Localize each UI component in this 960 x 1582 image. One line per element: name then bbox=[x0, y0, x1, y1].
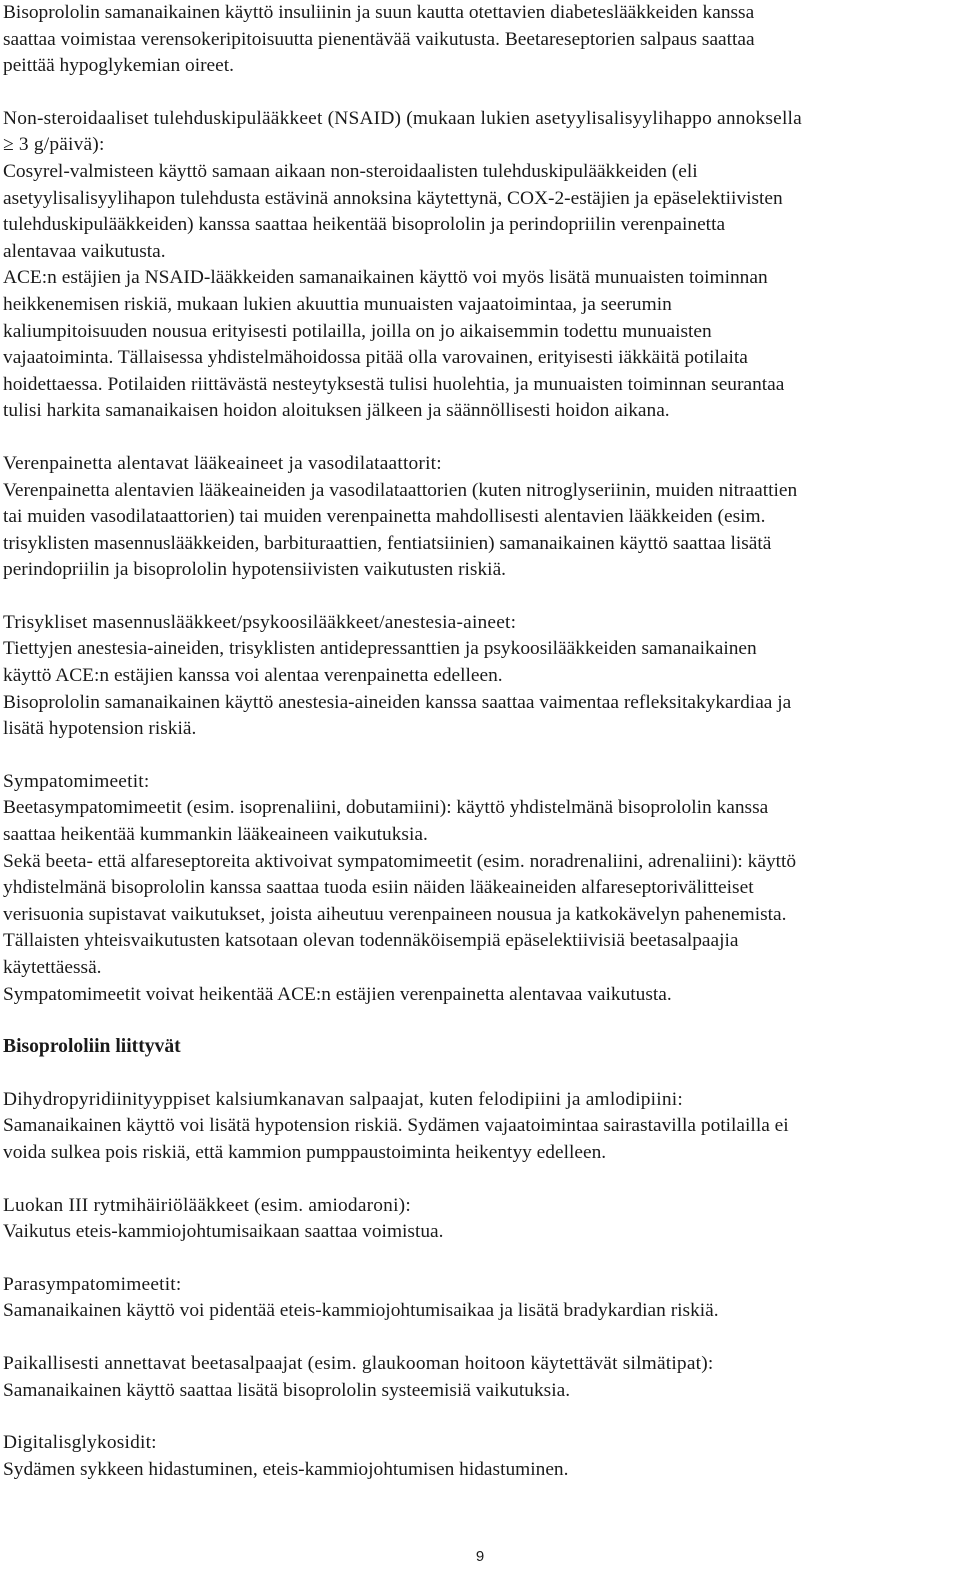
text-line: saattaa heikentää kummankin lääkeaineen vaikutuksia. bbox=[3, 824, 428, 846]
heading-topical-beta-blockers bbox=[3, 1351, 953, 1378]
heading-calcium-channel-blockers bbox=[3, 1087, 953, 1114]
paragraph-topical-beta-blockers bbox=[3, 1378, 953, 1405]
text-line: Paikallisesti annettavat beetasalpaajat (esim. glaukooman hoitoon käytettävät silmätipat): bbox=[3, 1352, 714, 1374]
text-line: Dihydropyridiinityyppiset kalsiumkanavan salpaajat, kuten felodipiini ja amlodipiini: bbox=[3, 1088, 683, 1110]
paragraph-digitalis bbox=[3, 1457, 953, 1484]
text-line: Digitalisglykosidit: bbox=[3, 1432, 157, 1454]
text-line: Verenpainetta alentavat lääkeaineet ja vasodilataattorit: bbox=[3, 452, 442, 474]
heading-nsaid bbox=[3, 106, 953, 159]
paragraph-tricyclics bbox=[3, 636, 953, 742]
text-line: Sympatomimeetit voivat heikentää ACE:n estäjien verenpainetta alentavaa vaikutusta. bbox=[3, 983, 672, 1005]
text-line: Tällaisten yhteisvaikutusten katsotaan olevan todennäköisempiä epäselektiivisiä beetasalpaajia bbox=[3, 930, 739, 952]
text-line: ACE:n estäjien ja NSAID-lääkkeiden samanaikainen käyttö voi myös lisätä munuaisten toiminnan bbox=[3, 267, 768, 289]
page-number: 9 bbox=[475, 1548, 485, 1565]
text-line: lisätä hypotension riskiä. bbox=[3, 718, 197, 740]
section-title-bisoprolol bbox=[3, 1034, 953, 1061]
text-line: Samanaikainen käyttö voi lisätä hypotension riskiä. Sydämen vajaatoimintaa sairastavilla potilailla ei bbox=[3, 1115, 789, 1137]
text-line: tai muiden vasodilataattorien) tai muiden verenpainetta mahdollisesti alentavien lääkkeiden (esim. bbox=[3, 506, 766, 528]
text-line: käytettäessä. bbox=[3, 957, 102, 978]
text-line: tulehduskipulääkkeiden) kanssa saattaa heikentää bisoprololin ja perindopriilin verenpainetta bbox=[3, 214, 726, 236]
paragraph-insulin bbox=[3, 0, 953, 80]
heading-parasympathomimetics bbox=[3, 1272, 953, 1299]
text-line: heikkenemisen riskiä, mukaan lukien akuuttia munuaisten vajaatoimintaa, ja seerumin bbox=[3, 293, 672, 315]
text-line: Bisoprololiin liittyvät bbox=[3, 1036, 181, 1058]
paragraph-nsaid bbox=[3, 159, 953, 425]
text-line: Samanaikainen käyttö saattaa lisätä bisoprololin systeemisiä vaikutuksia. bbox=[3, 1379, 571, 1401]
text-line: Sympatomimeetit: bbox=[3, 770, 150, 792]
text-line: trisyklisten masennuslääkkeiden, barbituraattien, fentiatsiinien) samanaikainen käyttö saattaa lisätä bbox=[3, 532, 772, 554]
text-line: Vaikutus eteis-kammiojohtumisaikaan saattaa voimistua. bbox=[3, 1221, 444, 1243]
text-line: perindopriilin ja bisoprololin hypotensiivisten vaikutusten riskiä. bbox=[3, 559, 507, 581]
text-line: Trisykliset masennuslääkkeet/psykoosilääkkeet/anestesia-aineet: bbox=[3, 611, 517, 633]
text-line: Sydämen sykkeen hidastuminen, eteis-kammiojohtumisen hidastuminen. bbox=[3, 1458, 569, 1480]
text-line: käyttö ACE:n estäjien kanssa voi alentaa verenpainetta edelleen. bbox=[3, 665, 503, 687]
text-line: asetyylisalisyylihapon tulehdusta estävinä annoksina käytettynä, COX-2-estäjien ja epäselektiivisten bbox=[3, 187, 783, 209]
text-line: Parasympatomimeetit: bbox=[3, 1273, 182, 1295]
heading-class-iii-antiarrhythmics bbox=[3, 1193, 953, 1220]
text-line: Luokan III rytmihäiriölääkkeet (esim. amiodaroni): bbox=[3, 1194, 411, 1216]
text-line: Bisoprololin samanaikainen käyttö anestesia-aineiden kanssa saattaa vaimentaa refleksitakykardiaa ja bbox=[3, 691, 792, 713]
text-line: kaliumpitoisuuden nousua erityisesti potilailla, joilla on jo aikaisemmin todettu munuaisten bbox=[3, 320, 712, 342]
text-line: alentavaa vaikutusta. bbox=[3, 240, 166, 262]
text-line: ≥ 3 g/päivä): bbox=[3, 134, 105, 156]
text-line: peittää hypoglykemian oireet. bbox=[3, 55, 234, 77]
text-line: vajaatoiminta. Tällaisessa yhdistelmähoidossa pitää olla varovainen, erityisesti iäkkäitä potilaita bbox=[3, 347, 748, 369]
heading-antihypertensives bbox=[3, 451, 953, 478]
text-line: voida sulkea pois riskiä, että kammion pumppaustoiminta heikentyy edelleen. bbox=[3, 1141, 607, 1163]
paragraph-calcium-channel-blockers bbox=[3, 1113, 953, 1166]
text-line: Beetasympatomimeetit (esim. isoprenaliini, dobutamiini): käyttö yhdistelmänä bisoprololin kanssa bbox=[3, 797, 769, 819]
text-line: Cosyrel-valmisteen käyttö samaan aikaan non-steroidaalisten tulehduskipulääkkeiden (eli bbox=[3, 160, 698, 182]
text-line: verisuonia supistavat vaikutukset, joista aiheutuu verenpaineen nousua ja katkokävelyn pahenemista. bbox=[3, 903, 787, 925]
text-line: saattaa voimistaa verensokeripitoisuutta pienentävää vaikutusta. Beetareseptorien salpaus saattaa bbox=[3, 28, 755, 50]
text-line: Bisoprololin samanaikainen käyttö insuliinin ja suun kautta otettavien diabeteslääkkeiden kanssa bbox=[3, 2, 755, 23]
heading-sympathomimetics bbox=[3, 769, 953, 796]
paragraph-sympathomimetics bbox=[3, 795, 953, 1008]
text-line: Verenpainetta alentavien lääkeaineiden ja vasodilataattorien (kuten nitroglyseriinin, muiden nitraattien bbox=[3, 479, 798, 501]
text-line: tulisi harkita samanaikaisen hoidon aloituksen jälkeen ja säännöllisesti hoidon aikana. bbox=[3, 400, 670, 422]
heading-tricyclics bbox=[3, 610, 953, 637]
paragraph-antihypertensives bbox=[3, 478, 953, 584]
text-line: Tiettyjen anestesia-aineiden, trisyklisten antidepressanttien ja psykoosilääkkeiden samanaikainen bbox=[3, 638, 757, 660]
text-line: yhdistelmänä bisoprololin kanssa saattaa tuoda esiin näiden lääkeaineiden alfareseptorivälitteiset bbox=[3, 877, 754, 899]
heading-digitalis bbox=[3, 1430, 953, 1457]
document-body bbox=[3, 0, 953, 1483]
text-line: hoidettaessa. Potilaiden riittävästä nesteytyksestä tulisi huolehtia, ja munuaisten toiminnan seurantaa bbox=[3, 373, 785, 395]
paragraph-parasympathomimetics bbox=[3, 1298, 953, 1325]
paragraph-class-iii-antiarrhythmics bbox=[3, 1219, 953, 1246]
text-line: Samanaikainen käyttö voi pidentää eteis-kammiojohtumisaikaa ja lisätä bradykardian riskiä. bbox=[3, 1300, 719, 1322]
text-line: Sekä beeta- että alfareseptoreita aktivoivat sympatomimeetit (esim. noradrenaliini, adrenaliini): käyttö bbox=[3, 850, 797, 872]
text-line: Non-steroidaaliset tulehduskipulääkkeet (NSAID) (mukaan lukien asetyylisalisyylihappo annoksella bbox=[3, 107, 802, 129]
